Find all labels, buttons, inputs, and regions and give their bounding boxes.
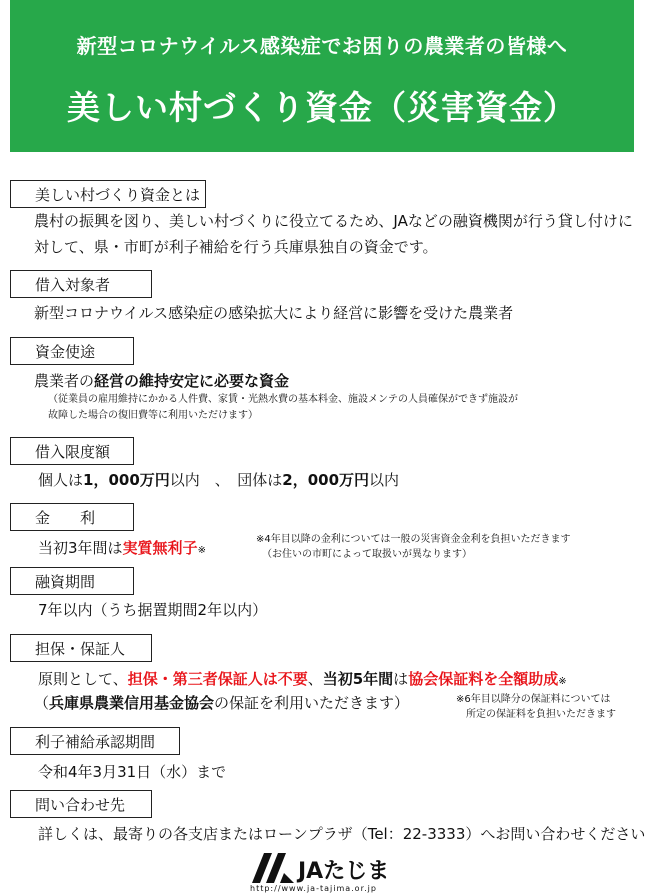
interest-free-emphasis: 実質無利子 — [122, 539, 198, 557]
usage-note-line1: （従業員の雇用維持にかかる人件費、家賃・光熱水費の基本料金、施設メンテの人員確保ができず施設が — [48, 394, 518, 405]
section-label-guarantee: 担保・保証人 — [10, 634, 152, 662]
banner-title: 美しい村づくり資金（災害資金） — [67, 88, 577, 127]
usage-emphasis: 経営の維持安定に必要な資金 — [94, 372, 290, 390]
guarantee-note-line1: ※6年目以降分の保証料については — [456, 694, 611, 705]
section-label-about: 美しい村づくり資金とは — [10, 180, 206, 208]
guarantee-text-line2: （兵庫県農業信用基金協会の保証を利用いただきます） — [34, 694, 410, 712]
ja-mark-icon — [250, 853, 294, 883]
guarantee-note-line2: 所定の保証料を負担いただきます — [466, 709, 616, 720]
section-label-usage: 資金使途 — [10, 337, 134, 365]
section-label-contact: 問い合わせ先 — [10, 790, 152, 818]
guarantee-association: 兵庫県農業信用基金協会 — [49, 694, 215, 712]
limit-group: 2，000万円 — [282, 471, 370, 489]
interest-note-line2: （お住いの市町によって取扱いが異なります） — [262, 549, 472, 560]
section-label-approval: 利子補給承認期間 — [10, 727, 180, 755]
ja-tajima-logo — [250, 851, 420, 896]
fee-subsidy-emphasis: 協会保証料を全額助成 — [408, 670, 559, 688]
no-guarantor-emphasis: 担保・第三者保証人は不要 — [127, 670, 308, 688]
section-label-interest: 金 利 — [10, 503, 134, 531]
target-text: 新型コロナウイルス感染症の感染拡大により経営に影響を受けた農業者 — [34, 304, 514, 322]
contact-text: 詳しくは、最寄りの各支店またはローンプラザ（Tel：22-3333）へお問い合わせください — [38, 825, 646, 843]
about-text-line1: 農村の振興を図り、美しい村づくりに役立てるため、JAなどの融資機関が行う貸し付けに — [34, 212, 633, 230]
logo-name: JAたじま — [298, 859, 390, 884]
banner-subtitle: 新型コロナウイルス感染症でお困りの農業者の皆様へ — [76, 34, 568, 58]
section-label-period: 融資期間 — [10, 567, 134, 595]
section-label-target: 借入対象者 — [10, 270, 152, 298]
logo-url[interactable]: http://www.ja-tajima.or.jp — [250, 884, 377, 893]
approval-text: 令和4年3月31日（水）まで — [38, 763, 227, 781]
interest-text: 当初3年間は実質無利子※ — [38, 539, 206, 557]
section-label-limit: 借入限度額 — [10, 437, 134, 465]
guarantee-text-line1: 原則として、担保・第三者保証人は不要、当初5年間は協会保証料を全額助成※ — [38, 670, 567, 688]
limit-text: 個人は1，000万円以内 、 団体は2，000万円以内 — [38, 471, 400, 489]
about-text-line2: 対して、県・市町が利子補給を行う兵庫県独自の資金です。 — [34, 238, 438, 256]
period-text: 7年以内（うち据置期間2年以内） — [38, 601, 268, 619]
limit-individual: 1，000万円 — [83, 471, 170, 489]
usage-note-line2: 故障した場合の復旧費等に利用いただけます） — [48, 410, 258, 421]
header-banner — [10, 0, 634, 152]
interest-note-line1: ※4年目以降の金利については一般の災害資金金利を負担いただきます — [256, 534, 571, 545]
usage-text: 農業者の経営の維持安定に必要な資金 — [34, 372, 290, 390]
